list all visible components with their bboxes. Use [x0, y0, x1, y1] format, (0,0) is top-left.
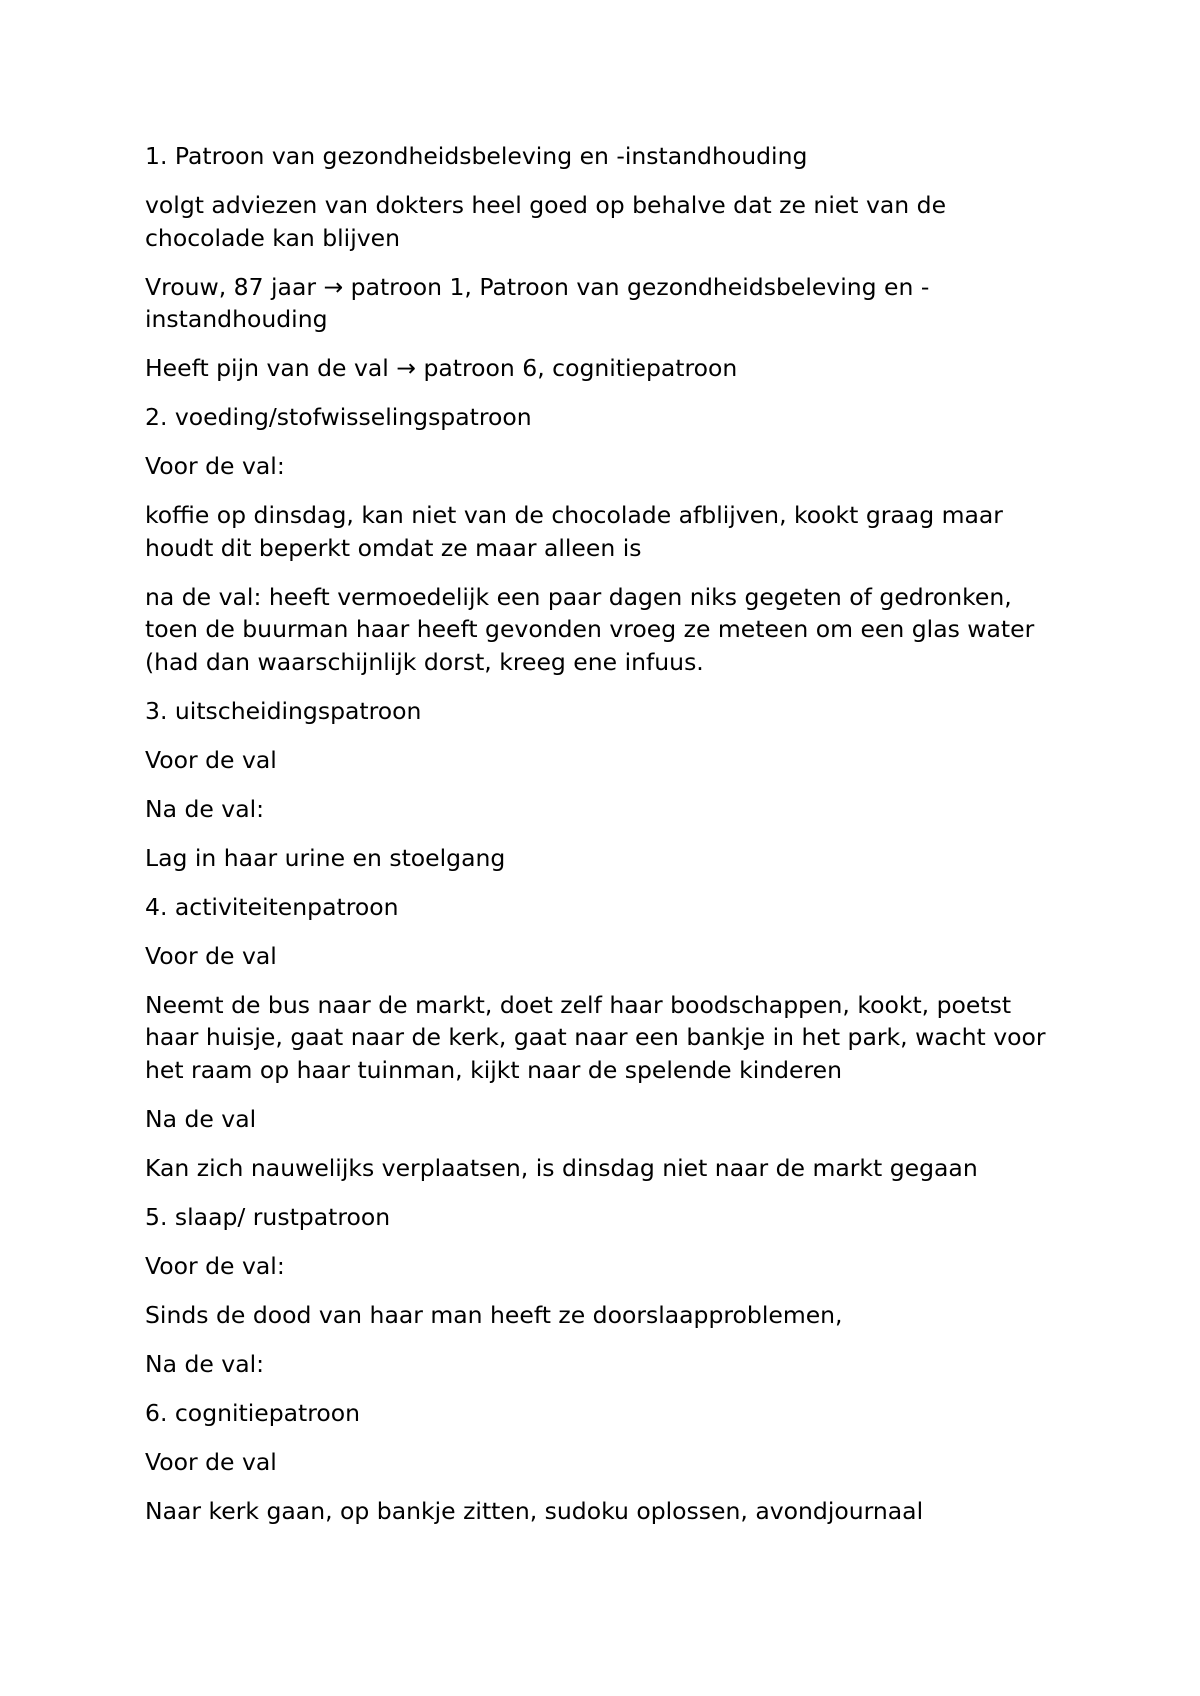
document-body [145, 140, 1065, 1544]
paragraph-activities: Neemt de bus naar de markt, doet zelf haar boodschappen, kookt, poetst haar huisje, gaat naar de kerk, gaat naar een bankje in het park, wacht voor het raam op haar tuinman, kijkt naar de spelende kinderen [145, 990, 1046, 1084]
paragraph-coffee: koffie op dinsdag, kan niet van de chocolade afblijven, kookt graag maar houdt dit beperkt omdat ze maar alleen is [145, 501, 1003, 562]
label-before-fall: Voor de val [145, 941, 277, 970]
paragraph-cognition: Naar kerk gaan, op bankje zitten, sudoku oplossen, avondjournaal [145, 1496, 924, 1525]
paragraph-mobility: Kan zich nauwelijks verplaatsen, is dinsdag niet naar de markt gegaan [145, 1153, 978, 1182]
heading-pattern-5: 5. slaap/ rustpatroon [145, 1202, 391, 1231]
paragraph-sleep: Sinds de dood van haar man heeft ze doorslaapproblemen, [145, 1300, 843, 1329]
label-after-fall: Na de val: [145, 1349, 265, 1378]
heading-pattern-1: 1. Patroon van gezondheidsbeleving en -instandhouding [145, 142, 808, 170]
heading-pattern-2: 2. voeding/stofwisselingspatroon [145, 403, 532, 431]
label-before-fall: Voor de val [145, 1447, 277, 1476]
paragraph-urine: Lag in haar urine en stoelgang [145, 843, 506, 872]
paragraph-woman-87: Vrouw, 87 jaar → patroon 1, Patroon van gezondheidsbeleving en -instandhouding [145, 272, 930, 333]
heading-pattern-3: 3. uitscheidingspatroon [145, 696, 422, 725]
label-before-fall: Voor de val [145, 745, 277, 774]
label-before-fall: Voor de val: [145, 452, 285, 480]
heading-pattern-6: 6. cognitiepatroon [145, 1398, 361, 1427]
label-before-fall: Voor de val: [145, 1251, 285, 1280]
paragraph-doctor-advice: volgt adviezen van dokters heel goed op behalve dat ze niet van de chocolade kan blijven [145, 191, 947, 252]
heading-pattern-4: 4. activiteitenpatroon [145, 892, 399, 921]
paragraph-pain-fall: Heeft pijn van de val → patroon 6, cognitiepatroon [145, 354, 738, 382]
label-after-fall: Na de val [145, 1104, 257, 1133]
label-after-fall: Na de val: [145, 794, 265, 823]
paragraph-after-fall-nutrition: na de val: heeft vermoedelijk een paar dagen niks gegeten of gedronken, toen de buurman haar heeft gevonden vroeg ze meteen om een glas water (had dan waarschijnlijk dorst, kreeg ene infuus. [145, 582, 1035, 676]
